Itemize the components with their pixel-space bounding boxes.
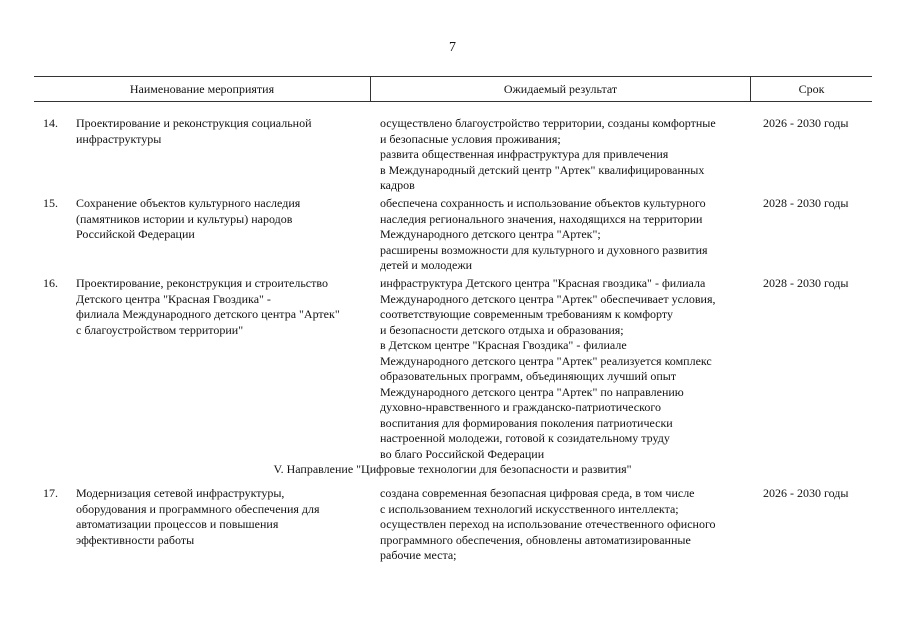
- expected-result: инфраструктура Детского центра "Красная гвоздика" - филиала Международного детского центра "Артек" обеспечивает условия, соответствующие современным требованиям к комфорту и безопасности детского отдыха и образования; в Детском центре "Красная Гвоздика" - филиале Международного детского центра "Артек" реализуется комплекс образовательных программ, объединяющих лучший опыт Международного детского центра "Артек" по направлению духовно-нравственного и гражданско-патриотического воспитания для формирования поколения патриотически настроенной молодежи, готовой к созидательному труду во благо Российской Федерации: [380, 276, 716, 461]
- row-number: 17.: [43, 486, 58, 500]
- expected-result: осуществлено благоустройство территории, созданы комфортные и безопасные условия проживания; развита общественная инфраструктура для привлечения в Международный детский центр "Артек" квалифицированных кадров: [380, 116, 716, 192]
- page-number: 7: [449, 40, 456, 55]
- header-col-name: Наименование мероприятия: [34, 77, 371, 101]
- term: 2026 - 2030 годы: [763, 486, 849, 500]
- row-number: 14.: [43, 116, 58, 130]
- event-name: Проектирование и реконструкция социальной инфраструктуры: [76, 116, 312, 146]
- section-heading: V. Направление "Цифровые технологии для безопасности и развития": [273, 462, 632, 476]
- term: 2028 - 2030 годы: [763, 276, 849, 290]
- expected-result: обеспечена сохранность и использование объектов культурного наследия регионального значения, находящихся на территории Международного детского центра "Артек"; расширены возможности для культурного и духовного развития детей и молодежи: [380, 196, 708, 272]
- term: 2026 - 2030 годы: [763, 116, 849, 130]
- event-name: Сохранение объектов культурного наследия (памятников истории и культуры) народов Российской Федерации: [76, 196, 301, 241]
- row-number: 16.: [43, 276, 58, 290]
- event-name: Модернизация сетевой инфраструктуры, оборудования и программного обеспечения для автоматизации процессов и повышения эффективности работы: [76, 486, 320, 547]
- event-name: Проектирование, реконструкция и строительство Детского центра "Красная Гвоздика" - филиала Международного детского центра "Артек" с благоустройством территории": [76, 276, 340, 337]
- expected-result: создана современная безопасная цифровая среда, в том числе с использованием технологий искусственного интеллекта; осуществлен переход на использование отечественного офисного программного обеспечения, обновлены автоматизированные рабочие места;: [380, 486, 716, 562]
- header-col-term: Срок: [798, 82, 825, 96]
- row-number: 15.: [43, 196, 58, 210]
- header-col-result: Ожидаемый результат: [371, 77, 751, 101]
- term: 2028 - 2030 годы: [763, 196, 849, 210]
- table-header: [34, 76, 872, 102]
